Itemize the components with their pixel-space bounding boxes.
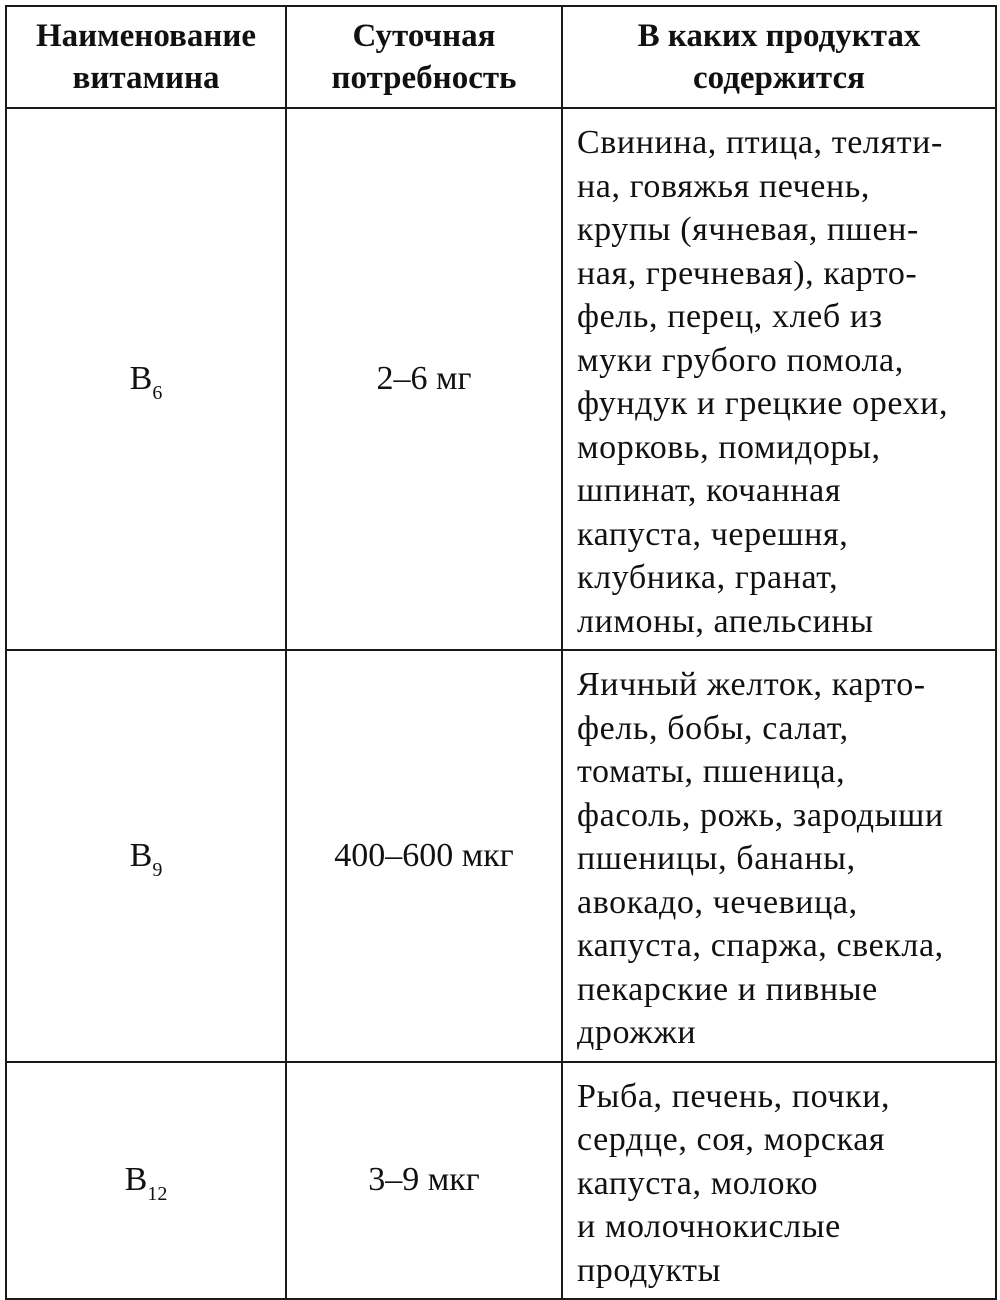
sources-line: клубника, гранат, xyxy=(577,559,839,596)
sources-line: Яичный желток, карто- xyxy=(577,666,926,703)
vitamin-letter: B xyxy=(129,360,153,397)
vitamin-letter: B xyxy=(124,1161,148,1199)
sources-line: капуста, спаржа, свекла, xyxy=(577,927,944,964)
sources-line: шпинат, кочанная xyxy=(577,472,842,509)
sources-line: на, говяжья печень, xyxy=(577,167,870,205)
sources-line: морковь, помидоры, xyxy=(577,428,881,466)
sources-cell xyxy=(562,1062,996,1300)
sources-line: пекарские и пивные xyxy=(577,970,878,1008)
sources-line: ная, гречневая), карто- xyxy=(577,254,918,292)
sources-line: крупы (ячневая, пшен- xyxy=(577,211,919,248)
sources-line: лимоны, апельсины xyxy=(577,602,874,640)
vitamin-name-cell xyxy=(6,108,286,650)
header-vitamin-name xyxy=(6,6,286,108)
sources-line: муки грубого помола, xyxy=(577,341,904,379)
header-line: потребность xyxy=(331,60,517,96)
header-sources xyxy=(562,6,996,108)
table-row xyxy=(6,1062,996,1300)
header-row xyxy=(6,6,996,108)
sources-line: Свинина, птица, теляти- xyxy=(577,124,943,161)
sources-line: фундук и грецкие орехи, xyxy=(577,385,949,422)
header-line: витамина xyxy=(72,60,220,96)
sources-line: сердце, соя, морская xyxy=(577,1121,886,1158)
sources-line: продукты xyxy=(577,1251,722,1289)
sources-cell xyxy=(562,650,996,1062)
table-row xyxy=(6,108,996,650)
vitamin-subscript: 12 xyxy=(147,1183,168,1206)
vitamin-subscript: 9 xyxy=(152,858,163,881)
header-line: содержится xyxy=(693,60,865,96)
header-line: Суточная xyxy=(352,18,496,54)
daily-need-cell: 3–9 мкг xyxy=(286,1062,562,1300)
sources-cell xyxy=(562,108,996,650)
daily-need-cell: 400–600 мкг xyxy=(286,650,562,1062)
sources-line: фель, перец, хлеб из xyxy=(577,298,883,335)
sources-line: авокадо, чечевица, xyxy=(577,883,858,921)
table-row xyxy=(6,650,996,1062)
daily-need-cell: 2–6 мг xyxy=(286,108,562,650)
sources-line: Рыба, печень, почки, xyxy=(577,1077,891,1115)
vitamin-subscript: 6 xyxy=(152,382,163,404)
vitamin-letter: B xyxy=(129,836,153,874)
header-line: В каких продуктах xyxy=(637,18,921,54)
sources-line: капуста, молоко xyxy=(577,1164,819,1202)
sources-line: фель, бобы, салат, xyxy=(577,709,849,747)
vitamin-name-cell xyxy=(6,1062,286,1300)
sources-line: томаты, пшеница, xyxy=(577,753,846,790)
sources-line: дрожжи xyxy=(577,1014,697,1051)
header-line: Наименование xyxy=(36,18,256,54)
vitamin-table xyxy=(5,5,997,1300)
sources-line: капуста, черешня, xyxy=(577,515,849,553)
sources-line: и молочнокислые xyxy=(577,1208,841,1245)
sources-line: пшеницы, бананы, xyxy=(577,840,856,877)
vitamin-name-cell xyxy=(6,650,286,1062)
header-daily-need xyxy=(286,6,562,108)
sources-line: фасоль, рожь, зародыши xyxy=(577,796,944,834)
